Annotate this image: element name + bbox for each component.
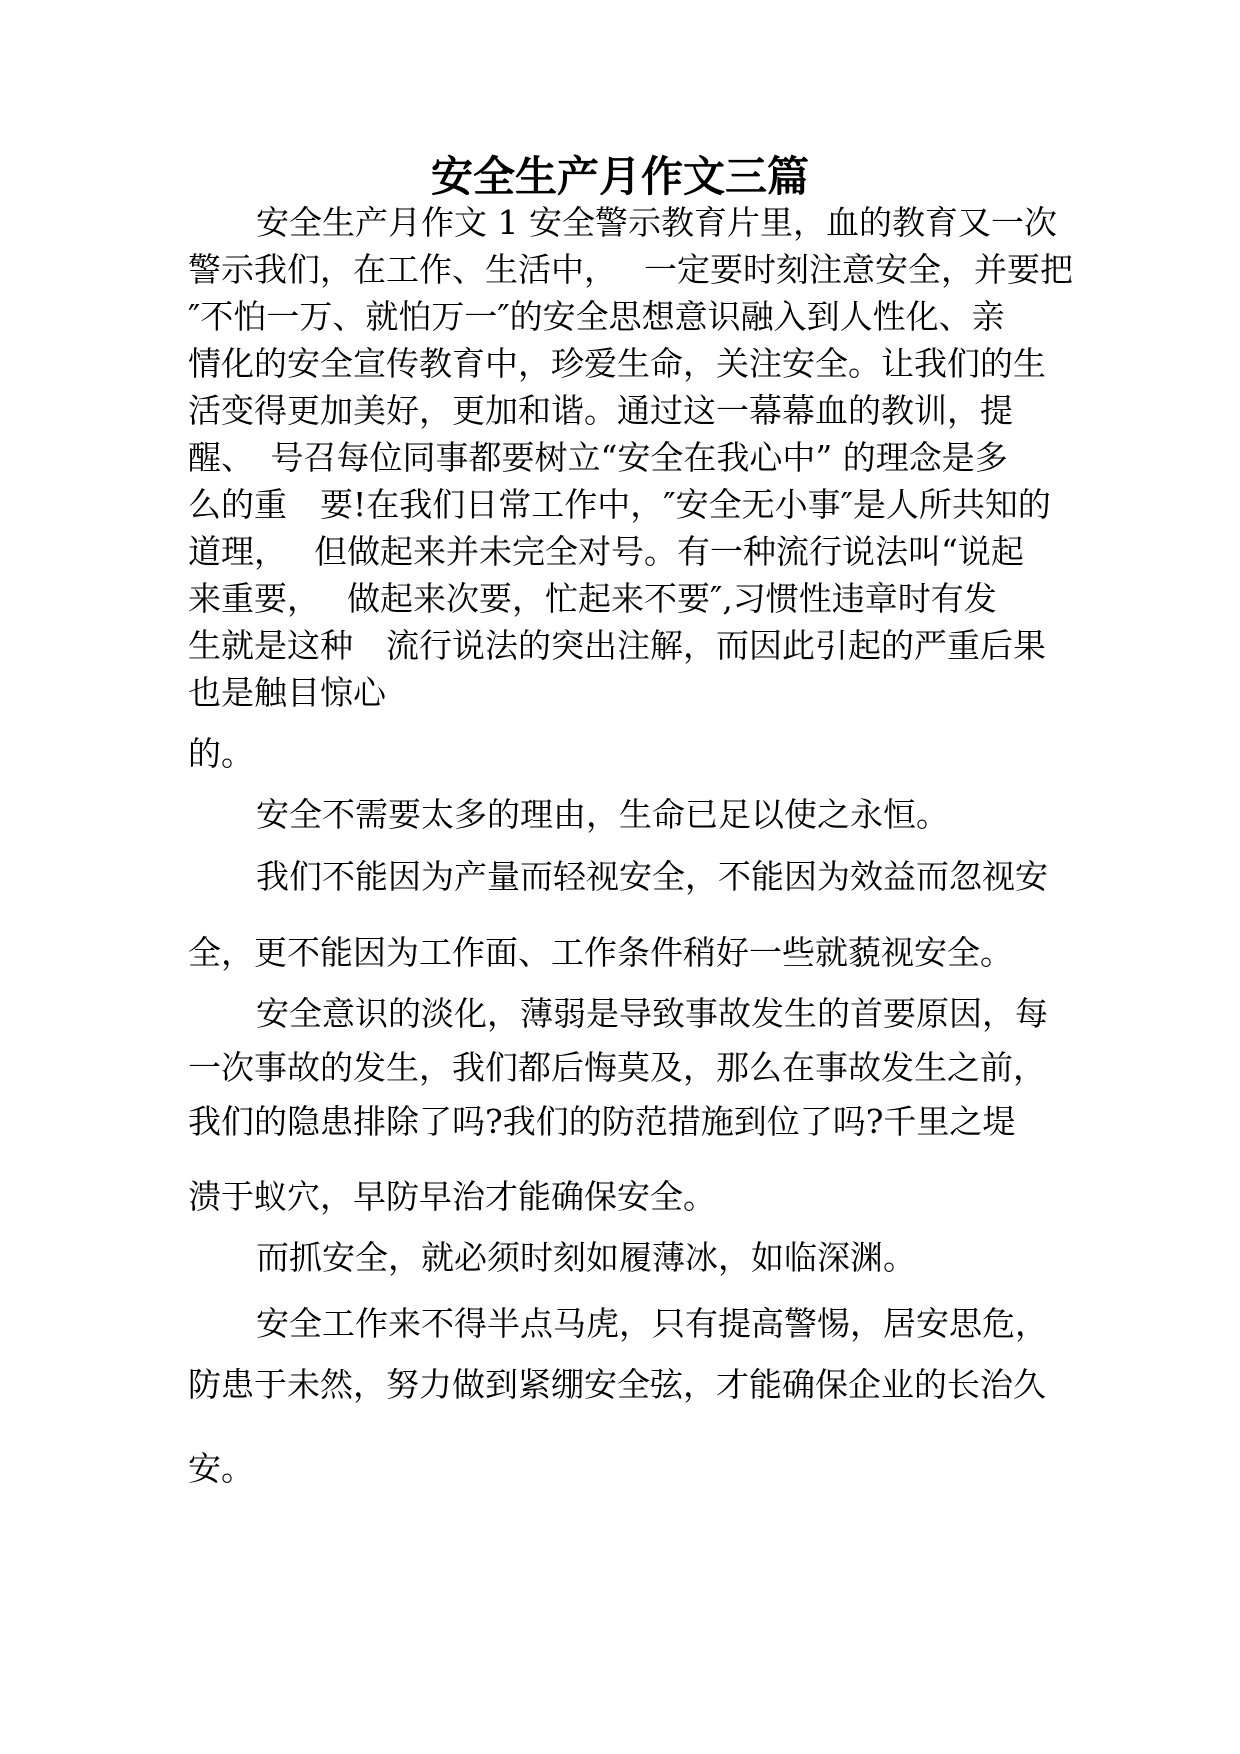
paragraph-6-line-2: 防患于未然，努力做到紧绷安全弦，才能确保企业的长治久 <box>188 1365 1046 1404</box>
paragraph-6-line-3: 安。 <box>188 1449 254 1488</box>
paragraph-4-line-4: 溃于蚁穴，早防早治才能确保安全。 <box>188 1177 716 1216</box>
text-line-10: 生就是这种 流行说法的突出注解，而因此引起的严重后果 <box>188 626 1046 665</box>
text-line-12: 的。 <box>188 734 254 773</box>
document-title: 安全生产月作文三篇 <box>430 152 809 201</box>
text-line-1: 安全生产月作文 1 安全警示教育片里，血的教育又一次 <box>256 203 1057 242</box>
text-line-8: 道理， 但做起来并未完全对号。有一种流行说法叫“说起 <box>188 532 1024 571</box>
text-line-2: 警示我们，在工作、生活中， 一定要时刻注意安全，并要把 <box>188 250 1073 289</box>
text-line-3: ″不怕一万、就怕万一″的安全思想意识融入到人性化、亲 <box>188 297 1005 336</box>
paragraph-6-line-1: 安全工作来不得半点马虎，只有提高警惕，居安思危， <box>256 1304 1048 1343</box>
paragraph-4-line-2: 一次事故的发生，我们都后悔莫及，那么在事故发生之前， <box>188 1048 1046 1087</box>
paragraph-5-line-1: 而抓安全，就必须时刻如履薄冰，如临深渊。 <box>256 1238 916 1277</box>
paragraph-4-line-1: 安全意识的淡化，薄弱是导致事故发生的首要原因，每 <box>256 994 1048 1033</box>
text-line-11: 也是触目惊心 <box>188 673 386 712</box>
paragraph-3-line-1: 我们不能因为产量而轻视安全，不能因为效益而忽视安 <box>256 857 1048 896</box>
text-line-9: 来重要， 做起来次要，忙起来不要″,习惯性违章时有发 <box>188 579 997 618</box>
text-line-5: 活变得更加美好，更加和谐。通过这一幕幕血的教训，提 <box>188 391 1013 430</box>
paragraph-2-line-1: 安全不需要太多的理由，生命已足以使之永恒。 <box>256 795 949 834</box>
text-line-6: 醒、 号召每位同事都要树立“安全在我心中” 的理念是多 <box>188 438 1008 477</box>
paragraph-3-line-2: 全，更不能因为工作面、工作条件稍好一些就藐视安全。 <box>188 933 1013 972</box>
paragraph-4-line-3: 我们的隐患排除了吗?我们的防范措施到位了吗?千里之堤 <box>188 1102 1016 1141</box>
text-line-7: 么的重 要!在我们日常工作中，″安全无小事″是人所共知的 <box>188 485 1051 524</box>
text-line-4: 情化的安全宣传教育中，珍爱生命，关注安全。让我们的生 <box>188 344 1046 383</box>
